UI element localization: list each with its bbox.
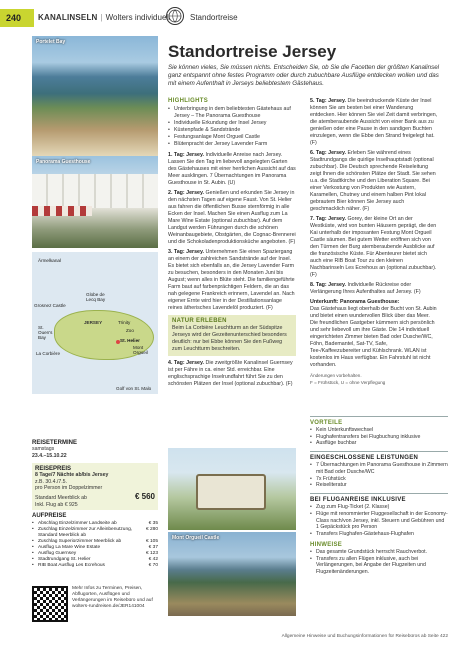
- photo-caption: Portelet Bay: [36, 39, 66, 45]
- map-label: Ärmelkanal: [38, 258, 61, 263]
- dates-title: REISETERMINE: [32, 440, 78, 446]
- day-entry: 1. Tag: Jersey. Individuelle Anreise nach Jersey. Lassen Sie den Tag im liebevoll angelegten Garten des Gästehauses mit einer herrlichen Aussicht auf das Meer ausklingen. 7 Übernachtungen im Panorama Guesthouse in St. Aubin. (U): [168, 152, 296, 186]
- surcharge-row: • Ausflug Guernsey € 123: [32, 551, 158, 557]
- map-label: Zoo: [126, 328, 134, 333]
- included-title: EINGESCHLOSSENE LEISTUNGEN: [310, 455, 419, 462]
- day-entry: 3. Tag: Jersey. Unternehmen Sie einen Spaziergang an einem der zahlreichen Sandstrände auf der Insel. Es bietet sich ebenfalls an, die Jersey Lavender Farm zu besuchen, besonders in den Monaten Juni bis August; wenn alles in Blüte steht. Die familiengeführte Farm baut auf farbenprächtigen Feldern, die an das nah gelegene Frankreich erinnern, Lavendel an. Nach eigener Ernte wird hier in der Destillationsanlage reines ätherisches Lavendelöl produziert. (F): [168, 249, 295, 311]
- day-entry: 5. Tag: Jersey. Die beeindruckende Küste der Insel können Sie am besten bei einer Wanderung entdecken. Hier können Sie viel Zeit damit verbringen, die atemberaubende Aussicht von einer Bank aus zu genießen oder eine Pause in den sandigen Buchten einzulegen, wenn die Ebbe den Strand freigelegt hat. (F): [310, 98, 438, 146]
- advantage-item: • Ausflüge buchbar: [310, 440, 448, 447]
- map-label: Globe de Lecq Bay: [86, 292, 106, 302]
- flight-price-line: Inkl. Flug ab € 925: [35, 501, 78, 508]
- dates-label: samstags: [32, 446, 55, 452]
- map-label: La Corbière: [36, 351, 61, 356]
- page-title: Standortreise Jersey: [168, 42, 337, 61]
- room-line: Standard Meerblick ab: [35, 494, 87, 501]
- itinerary-column-1: [168, 98, 296, 391]
- booking-info: [32, 440, 158, 569]
- surcharge-row: • Abschlag Einzelzimmer Landseite ab € 35: [32, 521, 158, 527]
- map-label: JERSEY: [84, 320, 103, 325]
- highlight-item: • Unterbringung in dem beliebtesten Gästehaus auf Jersey – The Panorama Guesthouse: [168, 106, 296, 120]
- section-name: KANALINSELN: [38, 13, 98, 22]
- surcharge-row: • RIB Boat Ausflug Les Ecrehous € 70: [32, 563, 158, 569]
- topic-label: Standortreise: [190, 13, 238, 22]
- price-box: [32, 463, 158, 510]
- page-number: 240: [0, 9, 34, 27]
- surcharge-row: • Zuschlag Einzelzimmer zur Alleinbenutzung, Standard Meerblick ab € 280: [32, 527, 158, 539]
- date-example: z.B. 30.4./7.5.: [35, 478, 68, 485]
- day-entry: 4. Tag: Jersey. Die zweitgrößte Kanalinsel Guernsey ist per Fähre in ca. einer Std. erreichbar. Eine englischsprachige Inselrundfahrt führt Sie zu den schönsten Plätzen der Insel (optional zubuchbar). (F): [168, 360, 293, 387]
- page-footer: Allgemeine Hinweise und Buchungsinformationen für Reisebüros ab Seite 422: [281, 634, 448, 639]
- flight-title: BEI FLUGANREISE INKLUSIVE: [310, 497, 406, 504]
- qr-code[interactable]: [32, 586, 68, 622]
- photo-portelet-bay: [32, 36, 158, 156]
- photo-caption: Mont Orgueil Castle: [172, 535, 220, 541]
- price-value: € 560: [134, 491, 155, 501]
- qr-info: [32, 586, 158, 626]
- included-item: • Reiseliteratur: [310, 482, 448, 489]
- day-entry: 6. Tag: Jersey. Erleben Sie während eines Stadtrundgangs die quirlige Inselhauptstadt (optional zubuchbar). Die Deutsch sprechende Reiseleitung zeigt Ihnen die schönsten Plätze der Stadt. Sie sehen u.a. die Stadtkirche und den Liberation Square. Bei einer Verkostung von Produkten wie Austern, Karamellen, Chutney und einem halben Pint lokal gebrautem Bier können Sie Jersey auch geschmacklich näher. (F): [310, 150, 436, 212]
- side-info: [310, 412, 448, 576]
- photo-caption: Panorama Guesthouse: [36, 159, 91, 165]
- extras-title: AUFPREISE: [32, 513, 67, 520]
- day-entry: 8. Tag: Jersey. Individuelle Rückreise oder Verlängerung Ihres Aufenthaltes auf Jersey. (F): [310, 282, 421, 295]
- note-item: • Das gesamte Grundstück herrscht Rauchverbot.: [310, 549, 448, 556]
- accommodation-text: Das Gästehaus liegt oberhalb der Bucht von St. Aubin und bietet einen wundervollen Blick über das Meer. Die freundlichen Gastgeber kümmern sich persönlich und sehr liebevoll um ihre Gäste. Die 14 individuell eingerichteten Zimmer bieten Bad oder Dusche/WC, Föhn, Bademantel, Sat-TV, Safe, Tee-/Kaffeezubereiter und Kühlschrank. WLAN ist kostenlos im Haus verfügbar. Ein Fahrstuhl ist nicht vorhanden.: [310, 306, 437, 368]
- highlights-title: HIGHLIGHTS: [168, 98, 208, 104]
- page-header: [0, 0, 456, 36]
- map-label: St. Ouen's Bay: [38, 325, 53, 340]
- legend-note: F = Frühstück, U = ohne Verpflegung: [310, 380, 386, 385]
- highlight-item: • Festungsanlage Mont Orgueil Castle: [168, 134, 296, 141]
- map-label: Golf von St. Malo: [116, 386, 152, 391]
- nature-title: NATUR ERLEBEN: [172, 318, 227, 324]
- nature-text: Beim La Corbière Leuchtturm an der Südspitze Jerseys wird der Gezeitenunterschied besonders deutlich: nur bei Ebbe können Sie den Fußweg zum Leuchtturm beschreiten.: [172, 325, 287, 352]
- advantages-title: VORTEILE: [310, 420, 343, 426]
- photo-vintage-bus: [168, 448, 296, 530]
- per-person: pro Person im Doppelzimmer: [35, 485, 103, 492]
- surcharge-row: • Stadtrundgang St. Helier € 42: [32, 557, 158, 563]
- surcharge-row: • Ausflug La Mare Wine Estate € 37: [32, 545, 158, 551]
- accommodation-title: Unterkunft: Panorama Guesthouse:: [310, 299, 400, 305]
- day-entry: 7. Tag: Jersey. Gorey, der kleine Ort an der Westküste, wird von bunten Häusern geprägt, die den Kai unterhalb der imposanten Festung Mont Orgueil Castle säumen. Bei gutem Wetter eröffnen sich von den Türmen der Burg atemberaubende Ausblicke auf die französische Küste. Für Abenteurer bietet sich auch eine RIB Boat Tour zu den kleinen Nachbarinseln Les Ecrehous an (optional zubuchbar). (F): [310, 216, 437, 278]
- map-label: Trinity: [118, 320, 131, 325]
- flight-item: • Zug zum Flug-Ticket (2. Klasse): [310, 504, 448, 511]
- notes-title: HINWEISE: [310, 541, 343, 548]
- duration: 8 Tage/7 Nächte ab/bis Jersey: [35, 472, 109, 479]
- note-item: • Transfers zu allen Flügen inklusive, auch bei Verlängerungen, bei Angabe der Flugzeiten und Flugzeitenänderungen.: [310, 556, 448, 576]
- dates-value: 23.4.–15.10.22: [32, 452, 67, 459]
- highlight-item: • Blütenpracht der Jersey Lavender Farm: [168, 141, 296, 148]
- globe-icon: [166, 7, 184, 25]
- flight-item: • Transfers Flughafen-Gästehaus-Flughafen: [310, 531, 448, 538]
- advantage-item: • Flughafentransfers bei Flugbuchung inklusive: [310, 434, 448, 441]
- flight-item: • Flüge mit renommierter Fluggesellschaft in der Economy-Class nach/von Jersey, inkl. Steuern und Gebühren und 1 Gepäckstück pro Person: [310, 511, 448, 531]
- nature-box: [168, 315, 296, 356]
- accommodation: [310, 299, 438, 369]
- section-subtitle: Wolters individuell: [105, 13, 170, 22]
- advantage-item: • Kein Unterkunftswechsel: [310, 427, 448, 434]
- price-title: REISEPREIS: [35, 466, 72, 473]
- section-label: KANALINSELN | Wolters individuell: [38, 13, 170, 22]
- photo-mont-orgueil-castle: [168, 532, 296, 616]
- highlight-item: • Küstenpfade & Sandstrände: [168, 127, 296, 134]
- day-entry: 2. Tag: Jersey. Genießen und erkunden Sie Jersey in den nächsten Tagen auf eigene Faust. Von St. Helier aus fahren die öffentlichen Busse sternförmig in alle Ecken der Insel. Machen Sie einen Ausflug zum La Mare Wine Estate (optional zubuchbar). Auf dem Landgut werden Führungen durch die schönen Weinanbaugebiete, Obstgärten, die Cognac-Brennerei und die Schokoladenproduktionsküche angeboten. (F): [168, 190, 296, 245]
- included-item: • 7x Frühstück: [310, 476, 448, 483]
- photo-panorama-guesthouse: [32, 156, 158, 248]
- highlight-item: • Individuelle Erkundung der Insel Jersey: [168, 120, 296, 127]
- jersey-map: [32, 252, 158, 394]
- changes-note: Änderungen vorbehalten.: [310, 373, 362, 378]
- included-item: • 7 Übernachtungen im Panorama Guesthouse in Zimmern mit Bad oder Dusche/WC: [310, 462, 448, 476]
- intro-text: Sie können vieles, Sie müssen nichts. Entscheiden Sie, ob Sie die Facetten der größten Kanalinsel ganz entspannt ohne festes Programm oder durch zubuchbare Ausflüge entdecken wollen und das mit einem Aufenthalt in Jerseys beliebtestem Gästehaus.: [168, 64, 440, 87]
- itinerary-column-2: [310, 98, 438, 386]
- map-label: Grosnez Castle: [34, 303, 66, 308]
- qr-text: Mehr Infos zu Terminen, Preisen, Abflugorten, Ausflügen und Verlängerungen im Reisebüro und auf wolters-rundreisen.de/JER141004: [72, 586, 153, 609]
- surcharge-row: • Zuschlag Superiorzimmer Meerblick ab € 105: [32, 539, 158, 545]
- map-label: Mont Orgueil: [133, 345, 148, 355]
- map-label: St. Helier: [120, 338, 140, 343]
- surcharge-list: [32, 521, 158, 569]
